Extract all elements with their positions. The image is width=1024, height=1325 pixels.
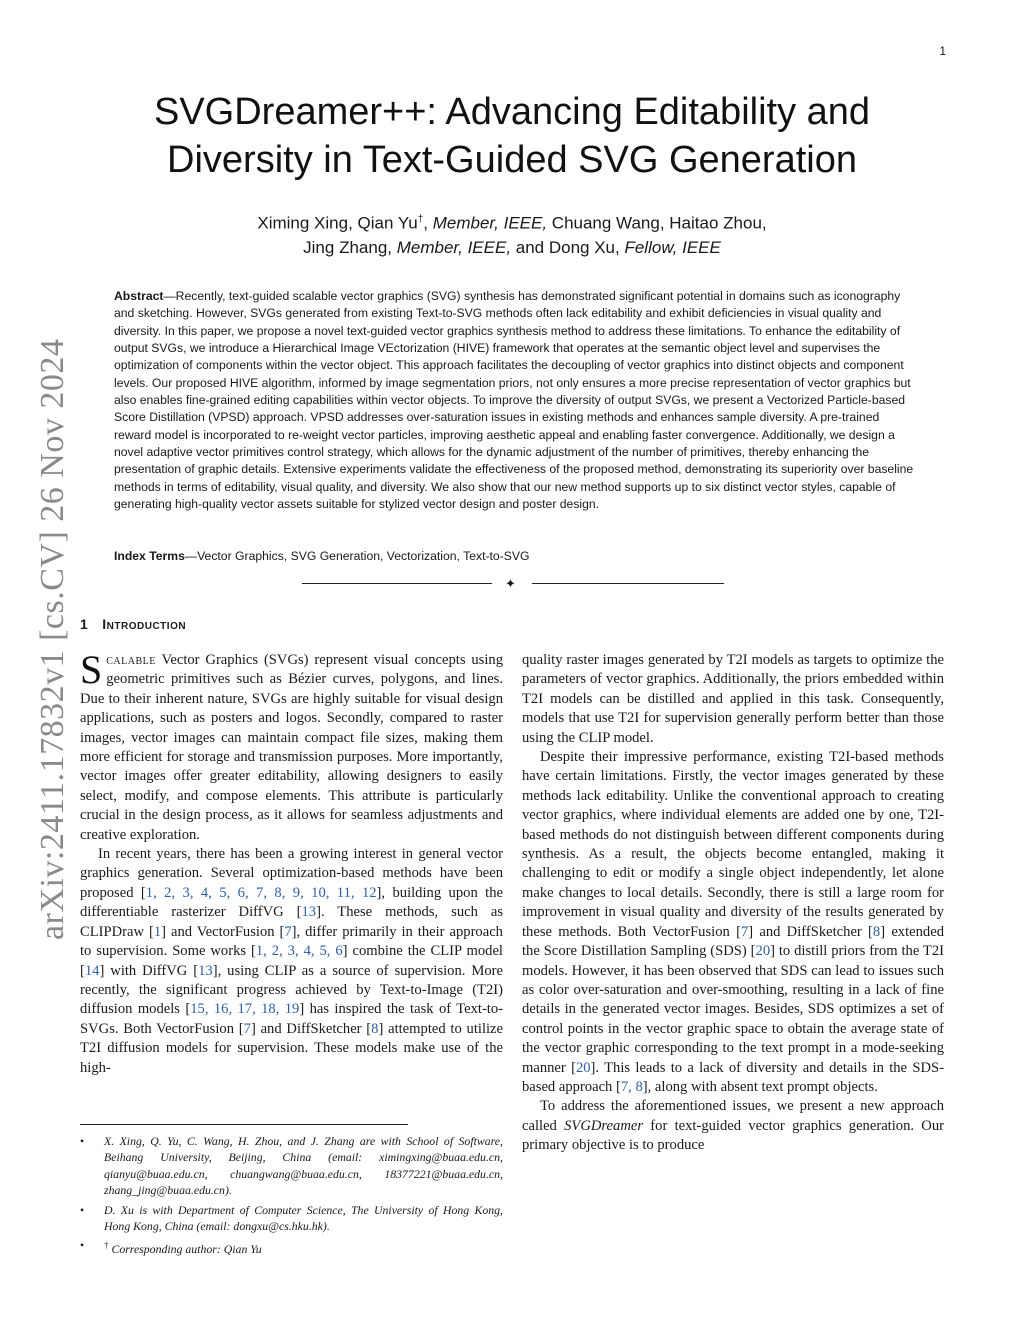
- method-name: SVGDreamer: [564, 1117, 644, 1134]
- arxiv-identifier-stamp: arXiv:2411.17832v1 [cs.CV] 26 Nov 2024: [34, 338, 71, 940]
- bullet-icon: •: [80, 1134, 85, 1148]
- divider-rule-right: [532, 583, 724, 584]
- text-run: ] and VectorFusion [: [161, 923, 285, 940]
- abstract-label: Abstract: [114, 289, 164, 303]
- text-run: ] and DiffSketcher [: [748, 923, 873, 940]
- citation-link[interactable]: 7, 8: [620, 1078, 643, 1095]
- authors-names-4: and Dong Xu,: [511, 237, 625, 257]
- corresponding-author-mark: †: [417, 214, 424, 225]
- text-run: ] and DiffSketcher [: [250, 1020, 372, 1037]
- text-run: ]. This leads to a lack of diversity and details in the SDS-based approach [: [522, 1059, 944, 1095]
- citation-link[interactable]: 1: [153, 923, 162, 940]
- text-run: ], along with absent text prompt objects.: [642, 1078, 878, 1095]
- intro-paragraph-1: [80, 647, 503, 845]
- text-run: ] extended the Score Distillation Sampling (SDS) [: [522, 923, 944, 960]
- text-run: ]. These methods, such as CLIPDraw [: [80, 904, 504, 940]
- citation-link[interactable]: 8: [371, 1020, 379, 1037]
- right-paragraph-3: [522, 1097, 944, 1155]
- divider-ornament-icon: ✦: [505, 576, 516, 591]
- divider-rule-left: [302, 583, 492, 584]
- text-run: for text-guided vector graphics generation. Our primary objective is to produce: [522, 1117, 944, 1154]
- text-run: To address the aforementioned issues, we present a new approach called: [522, 1098, 944, 1134]
- text-run: ] to distill priors from the T2I models. However, it has been observed that SDS can lead to issues such as color over-saturation and over-smoothing, resulting in a lack of fine details in the generated vector images. Besides, SDS optimizes a set of control points in the vector graphic space to obtain the average state of the vector graphic corresponding to the text prompt in a mode-seeking manner [: [522, 943, 944, 1076]
- citation-link[interactable]: 13: [301, 904, 317, 921]
- text-run: ] attempted to utilize T2I diffusion models for supervision. These models make use of the high-: [80, 1020, 504, 1076]
- authors-sep: ,: [423, 213, 433, 233]
- dagger-mark: †: [104, 1240, 109, 1251]
- section-title: Introduction: [102, 616, 187, 632]
- author-line-1: [80, 208, 944, 236]
- paper-title: SVGDreamer++: Advancing Editability and Diversity in Text-Guided SVG Generation: [153, 91, 871, 181]
- citation-link[interactable]: 15, 16, 17, 18, 19: [190, 1001, 300, 1018]
- author-title-member: Member, IEEE,: [396, 237, 512, 257]
- footnote-text: Corresponding author: Qian Yu: [108, 1242, 262, 1257]
- footnote-text: D. Xu is with Department of Computer Science, The University of Hong Kong, Hong Kong, China (email: dongxu@cs.hku.hk).: [104, 1202, 503, 1234]
- index-terms: [114, 549, 914, 563]
- section-divider: [302, 576, 724, 592]
- text-run: ], using CLIP as a source of supervision. More recently, the significant progress achieved by Text-to-Image (T2I) diffusion models [: [80, 962, 503, 1018]
- author-line-2: [80, 236, 944, 260]
- abstract-text: —Recently, text-guided scalable vector graphics (SVG) synthesis has demonstrated significant potential in domains such as iconography and sketching. However, SVGs generated from existing Text-to-SVG methods often lack editability and exhibit deficiencies in visual quality and diversity. In this paper, we propose a novel text-guided vector graphics synthesis method to address these limitations. To enhance the editability of output SVGs, we introduce a Hierarchical Image VEctorization (HIVE) framework that operates at the semantic object level and supervises the optimization of components within the vector object. This approach facilitates the decoupling of vector graphics into distinct objects and component levels. Our proposed HIVE algorithm, informed by image segmentation priors, not only ensures a more precise representation of vector graphics but also enables fine-grained editing capabilities within vector objects. To improve the diversity of output SVGs, we present a Vectorized Particle-based Score Distillation (VPSD) approach. VPSD addresses over-saturation issues in existing methods and enhances sample diversity. A pre-trained reward model is incorporated to re-weight vector particles, improving aesthetic appeal and enabling faster convergence. Additionally, we design a novel adaptive vector primitives control strategy, which allows for the dynamic adjustment of the number of primitives, thereby enhancing the presentation of graphic details. Extensive experiments validate the effectiveness of the proposed method, demonstrating its superiority over baseline methods in terms of editability, visual quality, and diversity. We also show that our new method supports up to six distinct vector styles, capable of generating high-quality vector assets suitable for stylized vector design and poster design.: [114, 289, 914, 512]
- left-column: [80, 647, 504, 1078]
- drop-cap: S: [80, 647, 103, 692]
- text-run: ], building upon the differentiable rasterizer DiffVG [: [80, 884, 503, 921]
- citation-link[interactable]: 7: [284, 923, 292, 940]
- text-run: ] combine the CLIP model [: [80, 943, 503, 979]
- bullet-icon: •: [80, 1202, 85, 1217]
- index-terms-text: —Vector Graphics, SVG Generation, Vectorization, Text-to-SVG: [184, 549, 530, 563]
- footnote-affiliation-1: [80, 1133, 503, 1199]
- author-title-member: Member, IEEE,: [432, 213, 548, 233]
- right-column: [522, 651, 944, 1156]
- authors-names-3: Jing Zhang,: [303, 237, 397, 257]
- citation-link[interactable]: 20: [755, 943, 771, 960]
- citation-link[interactable]: 14: [84, 962, 100, 979]
- text-run: In recent years, there has been a growing interest in general vector graphics generation. Several optimization-based methods have been proposed [: [80, 846, 503, 901]
- page-number: 1: [939, 44, 946, 58]
- citation-link[interactable]: 1, 2, 3, 4, 5, 6, 7, 8, 9, 10, 11, 12: [145, 884, 377, 901]
- section-heading: [80, 616, 186, 632]
- text-run: Despite their impressive performance, existing T2I-based methods have certain limitations. Firstly, the vector images generated by these methods lack editability. Unlike the conventional approach to creating vector graphics, where individual elements are added one by one, T2I-based methods do not distinguish between different components during synthesis. As a result, the objects become entangled, making it challenging to edit or modify a single object independently, let alone make changes to local details. Secondly, there is still a large room for improvement in visual quality and diversity of the results generated by these methods. Both VectorFusion [: [522, 749, 944, 940]
- citation-link[interactable]: 13: [198, 962, 213, 979]
- citation-link[interactable]: 7: [740, 923, 749, 940]
- right-paragraph-2: [522, 748, 944, 1097]
- citation-link[interactable]: 1, 2, 3, 4, 5, 6: [255, 943, 343, 960]
- footnote-affiliation-2: [80, 1202, 503, 1235]
- intro-paragraph-2: [80, 845, 503, 1078]
- section-number: 1: [80, 616, 89, 632]
- text-run: ], differ primarily in their approach to supervision. Some works [: [80, 923, 503, 960]
- text-run: ] with DiffVG [: [99, 962, 199, 979]
- index-terms-label: Index Terms: [114, 549, 185, 563]
- right-paragraph-1: quality raster images generated by T2I models as targets to optimize the parameters of vector graphics. Additionally, the priors embedded within T2I models can be distilled and applied in this task. Consequently, models that use T2I for supervision generally perform better than those using the CLIP model.: [522, 652, 944, 746]
- bullet-icon: •: [80, 1238, 85, 1253]
- citation-link[interactable]: 8: [872, 923, 881, 940]
- author-title-fellow: Fellow, IEEE: [624, 237, 721, 257]
- author-list: [80, 208, 944, 260]
- text-run: ] has inspired the task of Text-to-SVGs. Both VectorFusion [: [80, 1001, 504, 1037]
- intro-paragraph-1-text: Vector Graphics (SVGs) represent visual concepts using geometric primitives such as Bézier curves, polygons, and lines. Due to their inherent nature, SVGs are highly suitable for visual design applications, such as posters and logos. Secondly, compared to raster images, vector images can maintain compact file sizes, making them more efficient for storage and transmission purposes. More importantly, vector images offer greater editability, allowing designers to easily select, modify, and compose elements. This attribute is particularly crucial in the design process, as it allows for seamless adjustments and creative exploration.: [80, 652, 503, 843]
- authors-names-2: Chuang Wang, Haitao Zhou,: [547, 213, 767, 233]
- intro-smallcaps: calable: [106, 652, 156, 668]
- footnotes: [80, 1133, 503, 1261]
- authors-names-1: Ximing Xing, Qian Yu: [257, 213, 418, 233]
- footnote-corresponding: [80, 1237, 503, 1257]
- citation-link[interactable]: 7: [243, 1020, 251, 1037]
- footnote-text: X. Xing, Q. Yu, C. Wang, H. Zhou, and J. Zhang are with School of Software, Beihang University, Beijing, China (email: ximingxing@buaa.edu.cn, qianyu@buaa.edu.cn, chuangwang@buaa.edu.cn, 18377221@buaa.edu.cn, zhang_jing@buaa.edu.cn).: [104, 1134, 503, 1198]
- footnote-rule: [80, 1124, 408, 1125]
- abstract: [114, 288, 914, 513]
- citation-link[interactable]: 20: [575, 1059, 591, 1076]
